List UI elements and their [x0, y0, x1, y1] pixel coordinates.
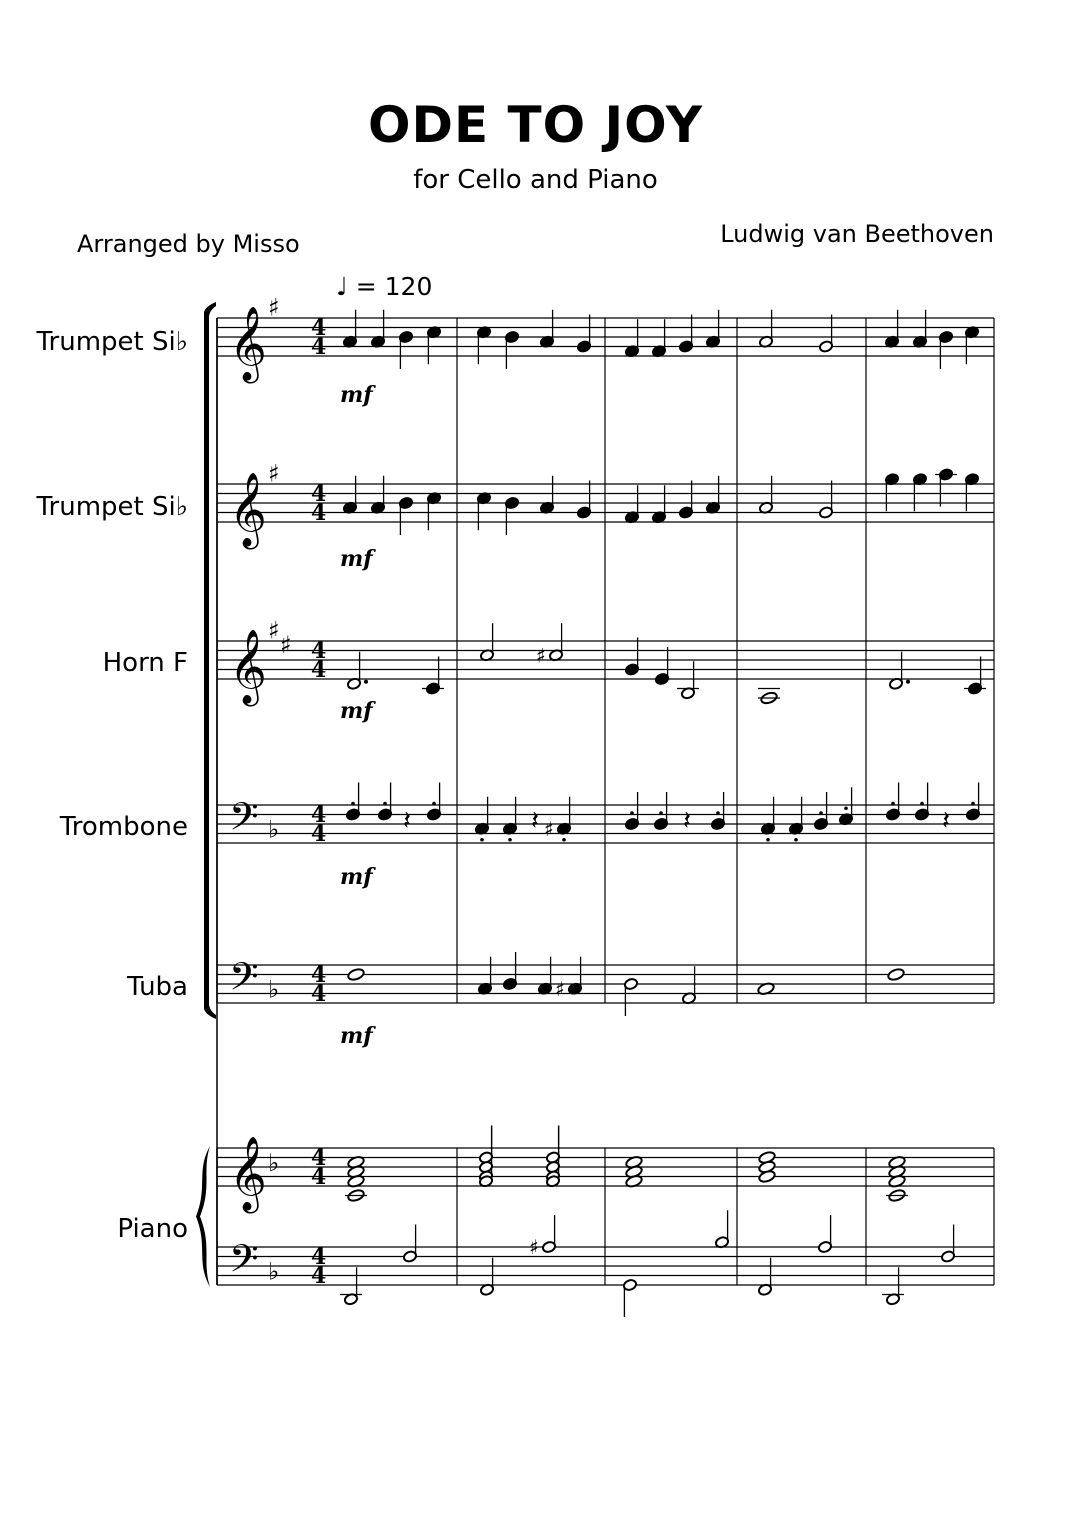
sharp-icon: ♯ [280, 630, 292, 659]
time-signature-top: 4 [311, 1244, 327, 1270]
tempo-value: = 120 [355, 272, 433, 301]
notehead [887, 967, 905, 981]
time-signature-top: 4 [311, 481, 327, 507]
instrument-label-trumpet-1: Trumpet Si♭ [36, 327, 188, 357]
system-brackets [196, 302, 216, 1287]
time-signature-bottom: 4 [311, 821, 327, 847]
staccato-dot [383, 802, 387, 806]
staccato-dot [562, 838, 566, 842]
notehead [347, 967, 365, 981]
bass-clef-icon: 𝄢 [229, 954, 259, 1008]
time-signature-top: 4 [311, 802, 327, 828]
staccato-dot [971, 802, 975, 806]
time-signature-bottom: 4 [311, 500, 327, 526]
instrument-label-trombone: Trombone [59, 812, 188, 842]
bracket-bar [204, 312, 209, 1009]
staccato-dot [480, 838, 484, 842]
sharp-icon: ♯ [555, 976, 565, 1001]
treble-clef-icon: 𝄞 [229, 630, 267, 704]
dynamic-marking: mf [340, 864, 373, 890]
key-signatures [268, 294, 292, 1286]
staccato-dot [844, 806, 848, 810]
sharp-icon: ♯ [268, 293, 280, 322]
time-signature-bottom: 4 [311, 334, 327, 360]
sharp-icon: ♯ [268, 616, 280, 645]
bass-clef-icon: 𝄢 [229, 1236, 259, 1290]
notes [340, 310, 986, 1317]
time-signature-top: 4 [311, 962, 327, 988]
augmentation-dot [364, 680, 368, 684]
dynamic-marking: mf [340, 382, 373, 408]
time-signature-top: 4 [311, 315, 327, 341]
quarter-note-icon: ♩ [336, 272, 348, 301]
quarter-rest-icon: 𝄽 [683, 805, 691, 836]
composer-credit: Ludwig van Beethoven [720, 220, 994, 248]
instrument-label-piano: Piano [117, 1214, 188, 1244]
staccato-dot [351, 802, 355, 806]
bass-clef-icon: 𝄢 [229, 794, 259, 848]
time-signatures [311, 315, 326, 1289]
quarter-rest-icon: 𝄽 [531, 805, 539, 836]
treble-clef-icon: 𝄞 [229, 307, 267, 381]
treble-clef-icon: 𝄞 [229, 473, 267, 547]
dynamic-marking: mf [340, 698, 373, 724]
instrument-label-trumpet-2: Trumpet Si♭ [36, 492, 188, 522]
time-signature-bottom: 4 [311, 657, 327, 683]
score-subtitle: for Cello and Piano [413, 165, 658, 195]
clefs [229, 307, 267, 1290]
augmentation-dot [906, 680, 910, 684]
staccato-dot [819, 811, 823, 815]
staccato-dot [891, 802, 895, 806]
staccato-dot [766, 838, 770, 842]
staccato-dot [794, 838, 798, 842]
instrument-label-tuba: Tuba [127, 972, 188, 1002]
dynamic-marking: mf [340, 546, 373, 572]
dynamics [340, 382, 376, 1049]
time-signature-top: 4 [311, 1145, 327, 1171]
flat-icon: ♭ [268, 815, 280, 844]
staccato-dot [716, 811, 720, 815]
sharp-icon: ♯ [544, 816, 554, 841]
time-signature-bottom: 4 [311, 1263, 327, 1289]
barlines [217, 318, 994, 1285]
instrument-label-horn: Horn F [102, 648, 188, 678]
staccato-dot [920, 802, 924, 806]
time-signature-bottom: 4 [311, 1164, 327, 1190]
piano-brace [196, 1146, 210, 1287]
quarter-rest-icon: 𝄽 [403, 805, 411, 836]
quarter-rest-icon: 𝄽 [942, 805, 950, 836]
staccato-dot [432, 802, 436, 806]
flat-icon: ♭ [268, 1149, 280, 1177]
time-signature-bottom: 4 [311, 981, 327, 1007]
staccato-dot [508, 838, 512, 842]
sharp-icon: ♯ [536, 643, 546, 668]
flat-icon: ♭ [268, 975, 280, 1004]
time-signature-top: 4 [311, 638, 327, 664]
arranger-credit: Arranged by Misso [77, 230, 300, 258]
staccato-dot [659, 811, 663, 815]
score-title: ODE TO JOY [367, 96, 704, 154]
treble-clef-icon: 𝄞 [229, 1137, 267, 1211]
staccato-dot [630, 811, 634, 815]
flat-icon: ♭ [268, 1257, 280, 1286]
sharp-icon: ♯ [268, 459, 280, 488]
sharp-icon: ♯ [529, 1235, 539, 1259]
dynamic-marking: mf [340, 1023, 373, 1049]
